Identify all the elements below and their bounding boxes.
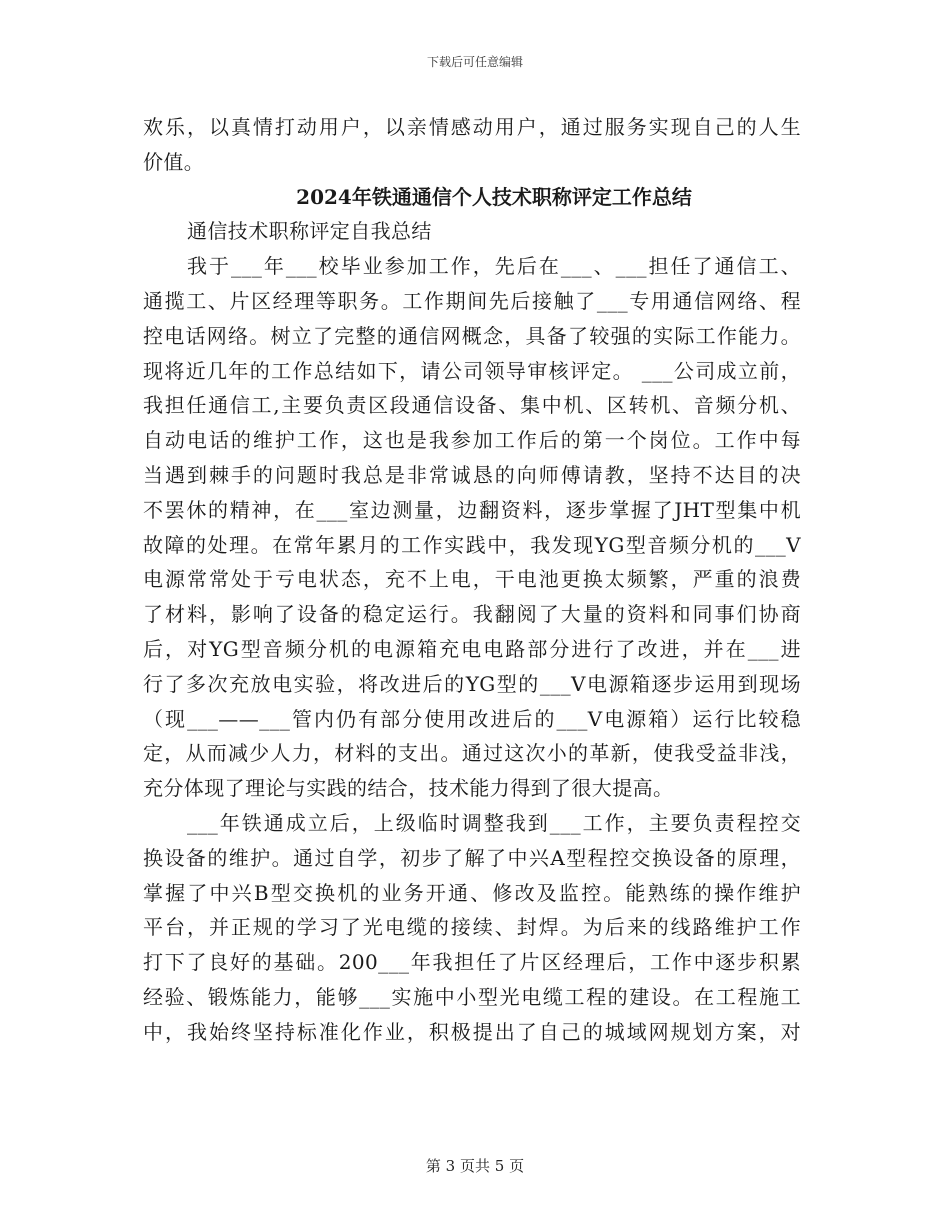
body-text-line: 打下了良好的基础。200___年我担任了片区经理后，工作中逐步积累 [143, 950, 801, 975]
body-text-line: （现___——___管内仍有部分使用改进后的___V电源箱）运行比较稳 [143, 706, 801, 731]
body-text-line: 自动电话的维护工作，这也是我参加工作后的第一个岗位。工作中每 [143, 428, 801, 453]
body-text-line: 故障的处理。在常年累月的工作实践中，我发现YG型音频分机的___V [143, 532, 801, 557]
body-text-line: 不罢休的精神，在___室边测量，边翻资料，逐步掌握了JHT型集中机 [143, 497, 801, 522]
body-text-line: 行了多次充放电实验，将改进后的YG型的___V电源箱逐步运用到现场 [143, 671, 801, 696]
body-text-line: 定，从而减少人力，材料的支出。通过这次小的革新，使我受益非浅， [143, 741, 801, 766]
body-text-line: 中，我始终坚持标准化作业，积极提出了自己的城域网规划方案，对 [143, 1019, 801, 1044]
body-text-line: 经验、锻炼能力，能够___实施中小型光电缆工程的建设。在工程施工 [143, 984, 801, 1009]
body-text-line: 充分体现了理论与实践的结合，技术能力得到了很大提高。 [143, 776, 674, 801]
paragraph-first-line: 我于___年___校毕业参加工作，先后在___、___担任了通信工、 [187, 254, 801, 279]
body-text-line: 我担任通信工,主要负责区段通信设备、集中机、区转机、音频分机、 [143, 393, 801, 418]
document-title: 2024年铁通通信个人技术职称评定工作总结 [296, 184, 692, 209]
body-text-line: 价值。 [143, 149, 205, 174]
body-text-line: 平台，并正规的学习了光电缆的接续、封焊。为后来的线路维护工作 [143, 915, 801, 940]
body-text-line: 掌握了中兴B型交换机的业务开通、修改及监控。能熟练的操作维护 [143, 880, 801, 905]
body-text-line: 当遇到棘手的问题时我总是非常诚恳的向师傅请教，坚持不达目的决 [143, 462, 801, 487]
paragraph-first-line: ___年铁通成立后，上级临时调整我到___工作，主要负责程控交 [187, 810, 801, 835]
body-text-line: 电源常常处于亏电状态，充不上电，干电池更换太频繁，严重的浪费 [143, 567, 801, 592]
section-subtitle: 通信技术职称评定自我总结 [187, 219, 432, 244]
body-text-line: 控电话网络。树立了完整的通信网概念，具备了较强的实际工作能力。 [143, 323, 801, 348]
body-text-line: 通揽工、片区经理等职务。工作期间先后接触了___专用通信网络、程 [143, 288, 801, 313]
body-text-line: 欢乐，以真情打动用户，以亲情感动用户，通过服务实现自己的人生 [143, 115, 801, 139]
page-footer: 第 3 页共 5 页 [425, 1157, 525, 1175]
body-text-line: 后，对YG型音频分机的电源箱充电电路部分进行了改进，并在___进 [143, 636, 801, 661]
body-text-line: 换设备的维护。通过自学，初步了解了中兴A型程控交换设备的原理， [143, 845, 801, 870]
page-header: 下载后可任意编辑 [426, 55, 523, 69]
document-body [143, 110, 801, 1050]
body-text-line: 了材料，影响了设备的稳定运行。我翻阅了大量的资料和同事们协商 [143, 602, 801, 627]
body-text-line: 现将近几年的工作总结如下，请公司领导审核评定。 ___公司成立前， [143, 358, 801, 383]
